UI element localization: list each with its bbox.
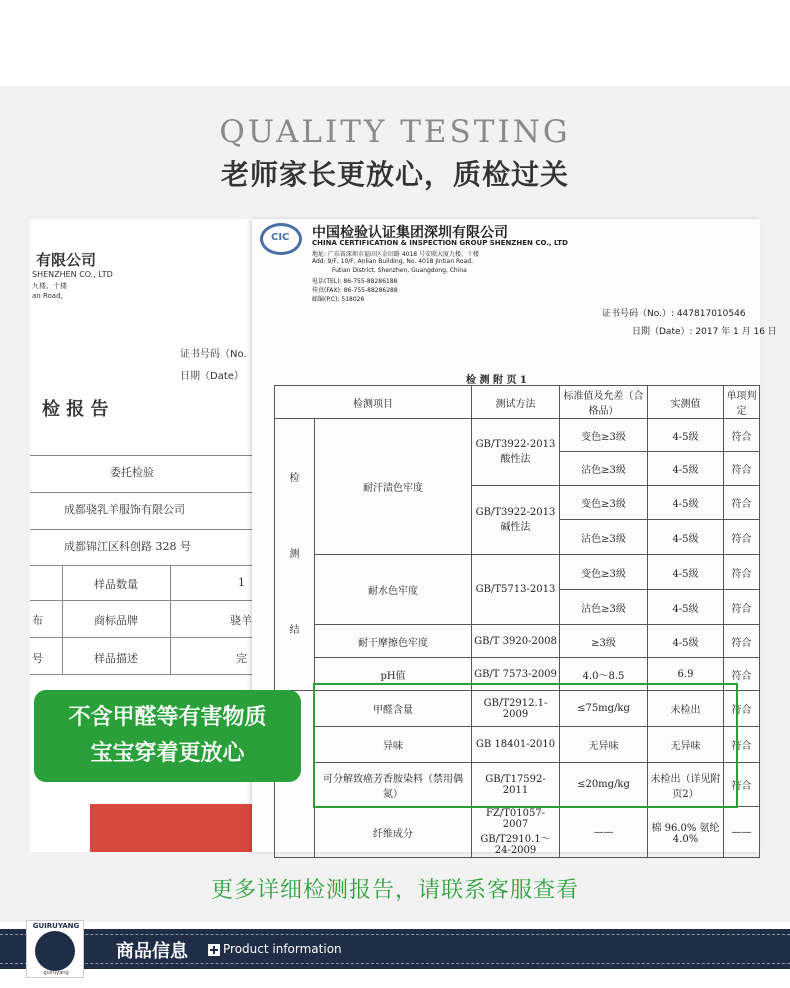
value-cell: 无异味 (648, 727, 724, 763)
value-cell: 4-5级 (648, 520, 724, 555)
item-cell: 耐干摩擦色牢度 (315, 625, 472, 658)
contact-note: 更多详细检测报告，请联系客服查看 (210, 878, 579, 903)
method-cell: GB 18401-2010 (472, 727, 560, 763)
standard-cell: ≥3级 (560, 625, 648, 658)
header-cell: 实测值 (648, 386, 724, 419)
cic-logo (260, 223, 302, 255)
dashed-line (0, 963, 790, 964)
org-name-en: CHINA CERTIFICATION & INSPECTION GROUP SHENZHEN CO., LTD (312, 239, 568, 247)
value-cell: 4-5级 (648, 452, 724, 486)
field-label: 商标品牌 (94, 614, 138, 627)
postcode: 邮编(P.C): 518026 (312, 296, 365, 303)
header-cell: 检测项目 (275, 386, 472, 419)
address-line: an Road, (32, 292, 63, 300)
divider (30, 455, 290, 456)
standard-cell: ≤75mg/kg (560, 691, 648, 727)
english-title: QUALITY TESTING (219, 114, 571, 150)
standard-cell: —— (560, 807, 648, 858)
item-cell: 纤维成分 (315, 807, 472, 858)
field-value: 成都锦江区科创路 328 号 (64, 540, 191, 553)
method-cell: FZ/T01057-2007 GB/T2910.1～24-2009 (472, 807, 560, 858)
divider (30, 565, 290, 566)
item-cell: 可分解致癌芳香胺染料（禁用偶氮） (315, 763, 472, 807)
divider (62, 565, 63, 674)
method-cell: GB/T2912.1-2009 (472, 691, 560, 727)
field-label: 样品数量 (94, 578, 138, 591)
result-cell: 符合 (724, 520, 760, 555)
divider (30, 637, 290, 638)
date-label: 日期（Date） (180, 371, 244, 382)
header-cell: 标准值及允差（合格品） (560, 386, 648, 419)
appendix-title: 检 测 附 页 1 (466, 375, 527, 386)
standard-cell: ≤20mg/kg (560, 763, 648, 807)
side-label-cell (275, 419, 315, 691)
result-cell: 符合 (724, 658, 760, 691)
value-cell: 4-5级 (648, 555, 724, 590)
telephone: 电话(TEL): 86-755-88286188 (312, 278, 398, 285)
item-cell: 耐汗渍色牢度 (315, 419, 472, 555)
field-prefix: 布 (32, 614, 43, 627)
value-cell: 4-5级 (648, 625, 724, 658)
field-value: 完 (236, 652, 247, 665)
divider (30, 600, 290, 601)
header-cell: 单项判定 (724, 386, 760, 419)
result-cell: 符合 (724, 419, 760, 452)
method-cell: GB/T17592-2011 (472, 763, 560, 807)
standard-cell: 无异味 (560, 727, 648, 763)
result-cell: 符合 (724, 727, 760, 763)
company-name: 有限公司 (36, 251, 97, 269)
result-cell: 符合 (724, 452, 760, 486)
header-cell: 测试方法 (472, 386, 560, 419)
safety-badge (34, 690, 301, 782)
side-label: 测 (289, 548, 300, 560)
company-en: SHENZHEN CO., LTD (32, 270, 113, 279)
item-cell: 甲醛含量 (315, 691, 472, 727)
standard-cell: 变色≥3级 (560, 486, 648, 520)
dashed-line (0, 934, 790, 935)
field-value: 骁羊 (230, 614, 252, 627)
value-cell: 未检出 (648, 691, 724, 727)
standard-cell: 沾色≥3级 (560, 590, 648, 625)
standard-cell: 变色≥3级 (560, 555, 648, 590)
highlight-frame (313, 683, 738, 808)
result-cell: 符合 (724, 486, 760, 520)
value-cell: 棉 96.0% 氨纶 4.0% (648, 807, 724, 858)
address-line: 九楼、十楼 (32, 282, 67, 290)
table-header-row (275, 386, 760, 419)
value-cell: 未检出（详见附页2） (648, 763, 724, 807)
badge-line: 宝宝穿着更放心 (90, 741, 245, 766)
divider (30, 674, 290, 675)
standard-cell: 沾色≥3级 (560, 520, 648, 555)
side-label: 结 (289, 624, 300, 636)
plus-icon (208, 944, 220, 956)
address-cn: 地址: 广东省深圳市福田区金田路 4018 号安联大厦九楼、十楼 (312, 251, 480, 258)
top-white-space (0, 0, 790, 86)
sheep-emblem-icon (35, 931, 75, 971)
field-value: 委托检验 (110, 466, 154, 479)
value-cell: 6.9 (648, 658, 724, 691)
divider (170, 565, 171, 674)
section-subtitle: Product information (223, 942, 342, 956)
org-name: 中国检验认证集团深圳有限公司 (312, 225, 508, 241)
item-cell: 异味 (315, 727, 472, 763)
section-title: 商品信息 (116, 941, 188, 962)
standard-cell: 变色≥3级 (560, 419, 648, 452)
table-row (275, 625, 760, 658)
address-en: Futian District, Shenzhen, Guangdong, China (332, 267, 467, 274)
result-cell: 符合 (724, 763, 760, 807)
chinese-title: 老师家长更放心，质检过关 (220, 158, 569, 191)
cic-logo-text: CIC (271, 232, 290, 243)
standard-cell: 沾色≥3级 (560, 452, 648, 486)
method-cell: GB/T3922-2013 碱性法 (472, 486, 560, 555)
result-cell: 符合 (724, 555, 760, 590)
result-cell: —— (724, 807, 760, 858)
result-cell: 符合 (724, 691, 760, 727)
value-cell: 4-5级 (648, 419, 724, 452)
brand-name: GUIRUYANG (32, 922, 80, 930)
value-cell: 4-5级 (648, 486, 724, 520)
result-cell: 符合 (724, 590, 760, 625)
method-cell: GB/T 7573-2009 (472, 658, 560, 691)
method-cell: GB/T3922-2013 酸性法 (472, 419, 560, 486)
field-prefix: 号 (32, 652, 43, 665)
report-date: 日期（Date）: 2017 年 1 月 16 日 (632, 327, 777, 337)
table-row (275, 807, 760, 858)
report-title: 检 报 告 (42, 399, 109, 420)
fax: 传真(FAX): 86-755-88286288 (312, 287, 398, 294)
field-label: 样品描述 (94, 652, 138, 665)
divider (30, 529, 290, 530)
brand-logo (26, 920, 84, 978)
cert-label: 证书号码（No. (180, 349, 247, 360)
method-cell: GB/T5713-2013 (472, 555, 560, 625)
standard-cell: 4.0～8.5 (560, 658, 648, 691)
value-cell: 4-5级 (648, 590, 724, 625)
table-row (275, 555, 760, 590)
badge-line: 不含甲醛等有害物质 (68, 705, 267, 730)
item-cell: pH值 (315, 658, 472, 691)
divider (30, 492, 290, 493)
field-value: 成都骁乳羊服饰有限公司 (64, 503, 185, 516)
certificate-number: 证书号码（No.）: 447817010546 (602, 309, 746, 319)
item-cell: 耐水色牢度 (315, 555, 472, 625)
address-en: Add: 9/F, 10/F, Anlian Building, No. 4018 Jintian Road, (312, 258, 474, 265)
table-row (275, 419, 760, 452)
method-cell: GB/T 3920-2008 (472, 625, 560, 658)
side-label: 检 (289, 472, 300, 484)
field-value: 1 (238, 576, 245, 589)
result-cell: 符合 (724, 625, 760, 658)
brand-sub: guiruyang (43, 970, 69, 976)
